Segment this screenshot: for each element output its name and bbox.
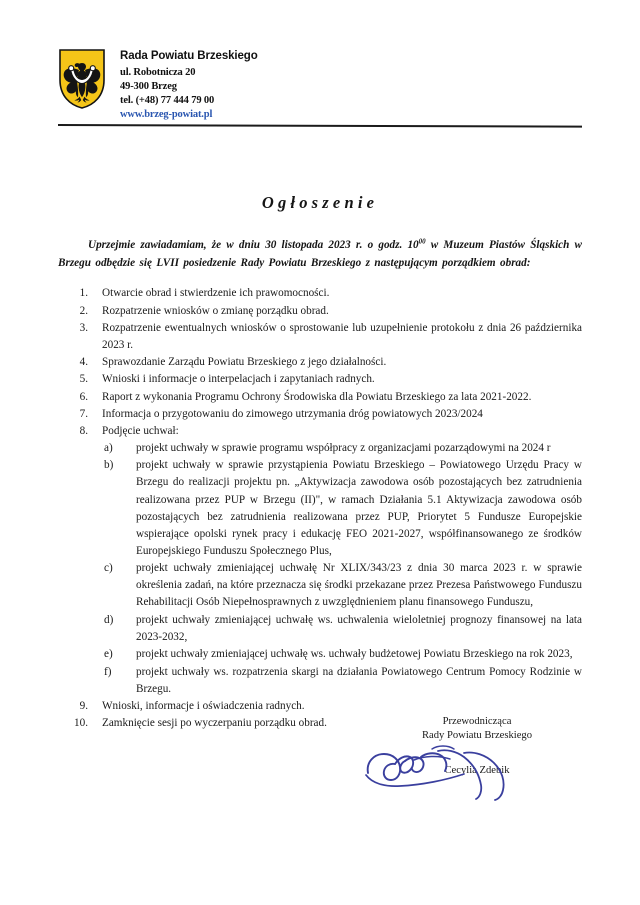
letterhead (58, 48, 582, 120)
resolution-item: projekt uchwały zmieniającej uchwałę Nr XLIX/343/23 z dnia 30 marca 2023 r. w sprawie określenia zadań, na które przeznacza się środki przekazane przez Prezesa Państwowego Funduszu Rehabilitacji Osób Niepełnosprawnych z uwzględnieniem planu finansowego Funduszu, (136, 562, 582, 609)
resolution-item: projekt uchwały ws. rozpatrzenia skargi na działania Powiatowego Centrum Pomocy Rodzinie w Brzegu. (136, 665, 582, 695)
organization-name: Rada Powiatu Brzeskiego (120, 50, 258, 62)
header-divider (58, 124, 582, 128)
signatory-name: Cecylia Zdebik (444, 764, 510, 776)
intro-text-before-hour: Uprzejmie zawiadamiam, że w dniu 30 listopada 2023 r. o godz. 10 (88, 239, 419, 251)
organization-phone: tel. (+48) 77 444 79 00 (120, 94, 215, 106)
resolution-item: projekt uchwały zmieniającej uchwałę ws. uchwały budżetowej Powiatu Brzeskiego na rok 2023, (136, 648, 573, 661)
agenda-item: Informacja o przygotowaniu do zimowego utrzymania dróg powiatowych 2023/2024 (102, 407, 483, 420)
resolution-item: projekt uchwały zmieniającej uchwałę ws. uchwalenia wieloletniej prognozy finansowej na lata 2023-2032, (136, 613, 582, 643)
signatory-role-line-1: Przewodnicząca (442, 716, 512, 727)
agenda-item-resolutions (58, 423, 582, 698)
agenda-item: Wnioski, informacje i oświadczenia radnych. (102, 700, 305, 713)
resolution-item: projekt uchwały w sprawie programu współpracy z organizacjami pozarządowymi na 2024 r (136, 441, 551, 454)
intro-paragraph (58, 236, 582, 272)
organization-details (120, 48, 258, 120)
agenda-item: Wnioski i informacje o interpelacjach i zapytaniach radnych. (102, 373, 375, 386)
agenda-item: Raport z wykonania Programu Ochrony Środowiska dla Powiatu Brzeskiego za lata 2021-2022. (102, 390, 532, 403)
resolution-item: projekt uchwały w sprawie przystąpienia Powiatu Brzeskiego – Powiatowego Urzędu Pracy w Brzegu do realizacji projektu pn. „Aktywizacja zawodowa osób pozostających bez zatrudnienia realizowana przez PUP w Brzegu (II)", w ramach Działania 5.1 Aktywizacja zawodowa osób pozostających bez zatrudnienia realizowana przez PUP, Priorytet 5 Fundusze Europejskie wspierające opolski rynek pracy i edukację FEO 2021-2027, współfinansowanego ze środków Europejskiego Funduszu Społecznego Plus, (136, 459, 582, 557)
silesian-eagle-crest-icon (58, 48, 106, 110)
intro-text-after-hour: w Muzeum Piastów Śląskich w Brzegu odbędzie się LVII posiedzenie Rady Powiatu Brzeskiego z następującym porządkiem obrad: (58, 239, 582, 270)
agenda-item: Rozpatrzenie ewentualnych wniosków o sprostowanie lub uzupełnienie protokołu z dnia 26 października 2023 r. (102, 321, 582, 351)
organization-city: 49-300 Brzeg (120, 80, 177, 92)
agenda-item-label: Podjęcie uchwał: (102, 425, 179, 438)
agenda-list (58, 285, 582, 732)
signatory-role-line-2: Rady Powiatu Brzeskiego (421, 730, 533, 742)
organization-street: ul. Robotnicza 20 (120, 66, 196, 78)
agenda-item: Sprawozdanie Zarządu Powiatu Brzeskiego z jego działalności. (102, 355, 387, 368)
organization-website-link[interactable]: www.brzeg-powiat.pl (120, 108, 213, 120)
signature-block (372, 715, 582, 778)
agenda-item: Zamknięcie sesji po wyczerpaniu porządku obrad. (102, 717, 327, 730)
agenda-item: Otwarcie obrad i stwierdzenie ich prawomocności. (102, 287, 330, 300)
agenda-item: Rozpatrzenie wniosków o zmianę porządku obrad. (102, 304, 329, 317)
resolutions-sublist (102, 440, 582, 698)
document-body (58, 236, 582, 733)
page-title: Ogłoszenie (261, 193, 379, 212)
intro-hour-superscript: 00 (418, 237, 426, 246)
